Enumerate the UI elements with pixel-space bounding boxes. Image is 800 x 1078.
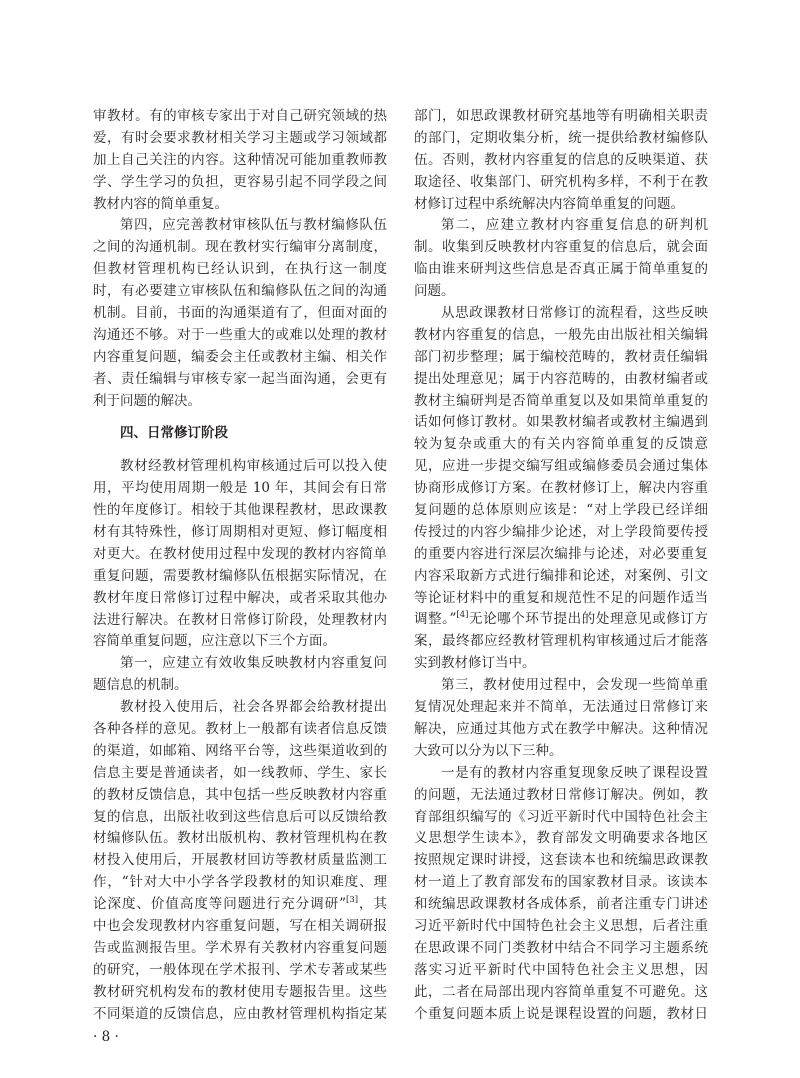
text-line: 教材主编研判是否简单重复以及如果简单重复的 [414, 392, 708, 409]
text-line: 之间的沟通机制。现在教材实行编审分离制度， [93, 239, 387, 256]
text-line: 机制。目前，书面的沟通渠道有了，但面对面的 [93, 305, 387, 322]
text-line: 材修订过程中系统解决内容简单重复的问题。 [414, 195, 684, 212]
text-line: 临由谁来研判这些信息是否真正属于简单重复的 [414, 261, 708, 278]
text-line: 材投入使用后，开展教材回访等教材质量监测工 [93, 852, 387, 869]
text-line: 案，最终都应经教材管理机构审核通过后才能落 [414, 633, 708, 650]
text-line: 的研究，一般体现在学术报刊、学术专著或某些 [93, 961, 387, 978]
text-line: 的部门，定期收集分析，统一提供给教材编修队 [414, 129, 708, 146]
text-line: 实到教材修订当中。 [414, 655, 536, 672]
text-line: 告或监测报告里。学术界有关教材内容重复问题 [93, 939, 387, 956]
text-line: 材一道上了教育部发布的国家教材目录。该读本 [414, 874, 708, 891]
text-line: 第四，应完善教材审核队伍与教材编修队伍 [120, 217, 387, 234]
text-line: 不同渠道的反馈信息，应由教材管理机构指定某 [93, 1005, 387, 1022]
paragraph [414, 763, 708, 1026]
text-line: 复的信息，出版社收到这些信息后可以反馈给教 [93, 808, 387, 825]
text-line: 和统编思政课教材各成体系，前者注重专门讲述 [414, 896, 708, 913]
text-line: 传授过的内容少编排少论述，对上学段简要传授 [414, 523, 708, 540]
text-line: 法进行解决。在教材日常修订阶段，处理教材内 [93, 611, 387, 628]
text-line: 提出处理意见；属于内容范畴的，由教材编者或 [414, 370, 708, 387]
line-text: ，其 [358, 896, 387, 913]
paragraph [93, 653, 387, 697]
text-line: 题信息的机制。 [93, 677, 188, 694]
text-line: 从思政课教材日常修订的流程看，这些反映 [441, 305, 708, 322]
text-line: 教材研究机构发布的教材使用专题报告里。这些 [93, 983, 387, 1000]
text-line: 教材年度日常修订过程中解决，或者采取其他办 [93, 589, 387, 606]
left-column [93, 106, 387, 1025]
line-text: 调整。” [414, 611, 457, 628]
text-line: 制。收集到反映教材内容重复的信息后，就会面 [414, 239, 708, 256]
text-line: 的教材反馈信息，其中包括一些反映教材内容重 [93, 786, 387, 803]
section-heading: 四、日常修订阶段 [120, 425, 228, 442]
text-line: 见，应进一步提交编写组或编修委员会通过集体 [414, 458, 708, 475]
text-line: 学、学生学习的负担，更容易引起不同学段之间 [93, 173, 387, 190]
text-line: 教材内容重复的信息，一般先由出版社相关编辑 [414, 326, 708, 343]
paragraph [93, 215, 387, 412]
text-line: 按照规定课时讲授，这套读本也和统编思政课教 [414, 852, 708, 869]
citation-ref: [3] [346, 895, 359, 906]
text-line: 的渠道，如邮箱、网络平台等，这些渠道收到的 [93, 742, 387, 759]
text-line: 一是有的教材内容重复现象反映了课程设置 [441, 764, 708, 781]
text-line: 中也会发现教材内容重复问题，写在相关调研报 [93, 917, 387, 934]
paragraph [93, 106, 387, 215]
text-line: 较为复杂或重大的有关内容简单重复的反馈意 [414, 436, 708, 453]
right-column [414, 106, 708, 1025]
text-line: 内容重复问题，编委会主任或教材主编、相关作 [93, 348, 387, 365]
citation-ref: [4] [456, 610, 469, 621]
text-line: 此，二者在局部出现内容简单重复不可避免。这 [414, 983, 708, 1000]
text-line: 教材经教材管理机构审核通过后可以投入使 [120, 458, 387, 475]
text-line: 个重复问题本质上说是课程设置的问题，教材日 [414, 1005, 708, 1022]
text-line: 但教材管理机构已经认识到，在执行这一制度 [93, 261, 387, 278]
text-line: 沟通还不够。对于一些重大的或难以处理的教材 [93, 326, 387, 343]
text-line: 审教材。有的审核专家出于对自己研究领域的热 [93, 108, 387, 124]
text-line: 第一，应建立有效收集反映教材内容重复问 [120, 655, 387, 672]
text-line: 部门，如思政课教材研究基地等有明确相关职责 [414, 108, 708, 124]
text-line: 信息主要是普通读者，如一线教师、学生、家长 [93, 764, 387, 781]
text-line: 容简单重复问题，应注意以下三个方面。 [93, 633, 336, 650]
text-line: 各种各样的意见。教材上一般都有读者信息反馈 [93, 720, 387, 737]
paragraph [93, 456, 387, 653]
text-line: 等论证材料中的重复和规范性不足的问题作适当 [414, 589, 708, 606]
text-line: 伍。否则，教材内容重复的信息的反映渠道、获 [414, 151, 708, 168]
text-line: 取途径、收集部门、研究机构多样，不利于在教 [414, 173, 708, 190]
text-line: 爱，有时会要求教材相关学习主题或学习领域都 [93, 129, 387, 146]
text-line: 性的年度修订。相较于其他课程教材，思政课教 [93, 502, 387, 519]
text-line: 在思政课不同门类教材中结合不同学习主题系统 [414, 939, 708, 956]
text-line: 材编修队伍。教材出版机构、教材管理机构在教 [93, 830, 387, 847]
text-line: 习近平新时代中国特色社会主义思想，后者注重 [414, 917, 708, 934]
text-line: 内容采取新方式进行编排和论述，对案例、引文 [414, 567, 708, 584]
text-line: 者、责任编辑与审核专家一起当面沟通，会更有 [93, 370, 387, 387]
paragraph [414, 303, 708, 675]
paragraph [414, 106, 708, 215]
text-line: 的重要内容进行深层次编排与论述，对必要重复 [414, 545, 708, 562]
text-line: 加上自己关注的内容。这种情况可能加重教师教 [93, 151, 387, 168]
line-text: 论深度、价值高度等问题进行充分调研” [93, 896, 346, 913]
text-line: 的问题，无法通过教材日常修订解决。例如，教 [414, 786, 708, 803]
line-text: 无论哪个环节提出的处理意见或修订方 [468, 611, 708, 628]
text-line: 教材内容的简单重复。 [93, 195, 228, 212]
text-line: 教材投入使用后，社会各界都会给教材提出 [120, 699, 387, 716]
text-line [414, 609, 708, 631]
text-line: 大致可以分为以下三种。 [414, 742, 563, 759]
text-line: 利于问题的解决。 [93, 392, 201, 409]
text-line: 对更大。在教材使用过程中发现的教材内容简单 [93, 545, 387, 562]
text-line: 协商形成修订方案。在教材修订上，解决内容重 [414, 480, 708, 497]
text-line: 问题。 [414, 283, 455, 300]
text-line [93, 894, 387, 916]
text-line: 话如何修订教材。如果教材编者或教材主编遇到 [414, 414, 708, 431]
text-line: 时，有必要建立审核队伍和编修队伍之间的沟通 [93, 283, 387, 300]
page-number: · 8 · [93, 1029, 119, 1045]
paragraph [414, 675, 708, 763]
text-line: 复问题的总体原则应该是：“对上学段已经详细 [414, 502, 708, 519]
text-line: 材有其特殊性，修订周期相对更短、修订幅度相 [93, 523, 387, 540]
text-line: 解决，应通过其他方式在教学中解决。这种情况 [414, 720, 708, 737]
text-line: 重复问题，需要教材编修队伍根据实际情况，在 [93, 567, 387, 584]
text-line: 作，“针对大中小学各学段教材的知识难度、理 [93, 874, 387, 891]
text-line: 第二，应建立教材内容重复信息的研判机 [441, 217, 708, 234]
text-line: 复情况处理起来并不简单，无法通过日常修订来 [414, 699, 708, 716]
text-line: 落实习近平新时代中国特色社会主义思想，因 [414, 961, 708, 978]
text-line: 用，平均使用周期一般是 10 年，其间会有日常 [93, 480, 387, 497]
text-line: 义思想学生读本》，教育部发文明确要求各地区 [414, 830, 708, 847]
paragraph [93, 697, 387, 1025]
text-line: 育部组织编写的《习近平新时代中国特色社会主 [414, 808, 708, 825]
text-line: 第三，教材使用过程中，会发现一些简单重 [441, 677, 708, 694]
text-line: 部门初步整理；属于编校范畴的，教材责任编辑 [414, 348, 708, 365]
paragraph [414, 215, 708, 303]
